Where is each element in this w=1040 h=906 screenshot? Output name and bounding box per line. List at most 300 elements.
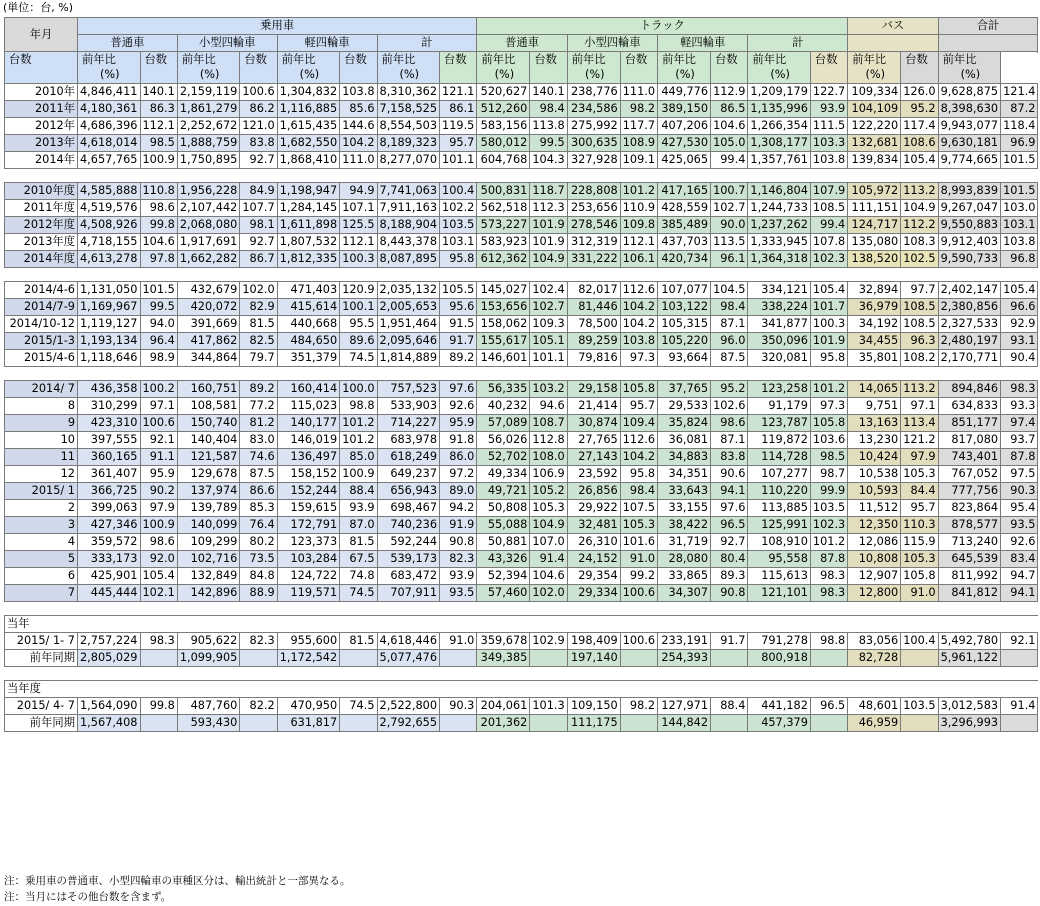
table-row	[5, 568, 1038, 585]
ratio-cell: 94.0	[140, 316, 177, 333]
ratio-cell: 96.0	[711, 333, 748, 350]
section-gap	[5, 169, 1038, 183]
ratio-cell: 90.0	[711, 217, 748, 234]
units-cell: 2,035,132	[377, 282, 440, 299]
units-cell: 1,814,889	[377, 350, 440, 367]
units-cell: 1,308,177	[748, 135, 811, 152]
units-cell: 29,533	[658, 398, 711, 415]
units-cell: 33,155	[658, 500, 711, 517]
units-cell: 108,581	[177, 398, 240, 415]
ratio-cell: 113.2	[901, 183, 938, 200]
ratio-cell: 108.3	[901, 234, 938, 251]
ratio-cell: 74.5	[340, 585, 377, 602]
units-cell: 743,401	[938, 449, 1001, 466]
ratio-cell: 99.9	[810, 483, 847, 500]
ratio-cell: 81.2	[240, 415, 277, 432]
units-cell: 612,362	[477, 251, 530, 268]
ratio-cell: 101.7	[810, 299, 847, 316]
ratio-cell: 87.1	[711, 432, 748, 449]
ratio-cell: 109.1	[620, 152, 657, 169]
ratio-cell: 98.1	[240, 217, 277, 234]
units-cell: 445,444	[78, 585, 141, 602]
ratio-header-line2: (%)	[99, 68, 120, 81]
ratio-header-line1: 前年比	[662, 53, 696, 66]
units-cell: 1,116,885	[277, 101, 340, 118]
ratio-cell: 105.4	[810, 282, 847, 299]
ratio-cell: 120.9	[340, 282, 377, 299]
ratio-cell: 102.3	[810, 251, 847, 268]
units-cell: 27,765	[567, 432, 620, 449]
units-cell: 24,152	[567, 551, 620, 568]
units-cell: 2,159,119	[177, 84, 240, 101]
units-cell: 740,236	[377, 517, 440, 534]
ratio-cell: 92.6	[440, 398, 477, 415]
units-cell: 512,260	[477, 101, 530, 118]
units-cell: 31,719	[658, 534, 711, 551]
units-cell: 391,669	[177, 316, 240, 333]
units-cell: 1,333,945	[748, 234, 811, 251]
units-cell: 427,530	[658, 135, 711, 152]
units-cell: 146,601	[477, 350, 530, 367]
ratio-cell: 112.1	[340, 234, 377, 251]
units-cell: 500,831	[477, 183, 530, 200]
units-cell: 432,679	[177, 282, 240, 299]
units-cell: 399,063	[78, 500, 141, 517]
ratio-cell: 103.5	[440, 217, 477, 234]
ratio-cell: 101.9	[530, 234, 567, 251]
ratio-cell: 102.5	[901, 251, 938, 268]
ratio-cell: 104.3	[530, 152, 567, 169]
table-row	[5, 251, 1038, 268]
units-cell: 28,080	[658, 551, 711, 568]
units-cell: 2,480,197	[938, 333, 1001, 350]
ratio-cell: 94.9	[340, 183, 377, 200]
ratio-cell: 87.1	[711, 316, 748, 333]
units-cell: 115,023	[277, 398, 340, 415]
ratio-cell: 89.0	[440, 483, 477, 500]
ratio-cell: 102.2	[440, 200, 477, 217]
ratio-cell: 140.1	[530, 84, 567, 101]
ratio-cell: 97.9	[901, 449, 938, 466]
ratio-cell: 101.2	[620, 183, 657, 200]
table-container	[4, 17, 1038, 732]
ratio-cell: 98.6	[140, 534, 177, 551]
units-cell: 4,686,396	[78, 118, 141, 135]
units-cell: 33,865	[658, 568, 711, 585]
ratio-cell: 117.7	[620, 118, 657, 135]
units-cell: 8,189,323	[377, 135, 440, 152]
ratio-cell: 112.1	[140, 118, 177, 135]
ratio-cell: 104.5	[711, 282, 748, 299]
ratio-cell: 104.2	[340, 135, 377, 152]
table-row	[5, 500, 1038, 517]
ratio-cell	[810, 715, 847, 732]
row-label: 5	[5, 551, 78, 568]
table-row	[5, 200, 1038, 217]
ratio-cell: 95.8	[440, 251, 477, 268]
ratio-cell: 103.3	[810, 135, 847, 152]
year-month-header: 年月	[5, 18, 78, 52]
units-cell: 38,422	[658, 517, 711, 534]
ratio-cell: 84.4	[901, 483, 938, 500]
units-cell: 683,472	[377, 568, 440, 585]
ratio-cell: 88.9	[240, 585, 277, 602]
units-cell: 2,170,771	[938, 350, 1001, 367]
row-label: 3	[5, 517, 78, 534]
ratio-cell: 84.9	[240, 183, 277, 200]
units-cell: 1,951,464	[377, 316, 440, 333]
table-row	[5, 299, 1038, 316]
ratio-cell: 126.0	[901, 84, 938, 101]
row-label: 12	[5, 466, 78, 483]
units-cell: 55,088	[477, 517, 530, 534]
ratio-cell: 95.8	[620, 466, 657, 483]
ratio-header-line1: 前年比	[181, 53, 216, 66]
ratio-cell: 91.4	[1001, 698, 1038, 715]
ratio-cell: 97.4	[1001, 415, 1038, 432]
units-cell: 48,601	[848, 698, 901, 715]
units-cell: 1,750,895	[177, 152, 240, 169]
units-cell: 2,402,147	[938, 282, 1001, 299]
units-cell: 50,881	[477, 534, 530, 551]
units-cell: 1,119,127	[78, 316, 141, 333]
ratio-cell: 105.3	[901, 466, 938, 483]
table-row	[5, 135, 1038, 152]
units-cell: 4,585,888	[78, 183, 141, 200]
ratio-cell: 100.3	[810, 316, 847, 333]
units-cell: 851,177	[938, 415, 1001, 432]
ratio-cell: 96.6	[1001, 299, 1038, 316]
ratio-header-line2: (%)	[675, 68, 695, 81]
ratio-cell	[340, 650, 377, 667]
ratio-cell: 99.8	[140, 217, 177, 234]
ratio-header-line1: 前年比	[481, 53, 516, 66]
units-cell: 204,061	[477, 698, 530, 715]
units-cell: 800,918	[748, 650, 811, 667]
ratio-cell: 103.8	[1001, 234, 1038, 251]
row-label: 2013年	[5, 135, 78, 152]
units-cell: 29,922	[567, 500, 620, 517]
ratio-cell: 100.6	[140, 415, 177, 432]
units-cell: 119,872	[748, 432, 811, 449]
ratio-cell: 89.2	[440, 350, 477, 367]
ratio-cell: 92.7	[240, 234, 277, 251]
units-cell: 351,379	[277, 350, 340, 367]
units-cell: 35,824	[658, 415, 711, 432]
ratio-cell: 109.3	[530, 316, 567, 333]
ratio-cell: 121.0	[240, 118, 277, 135]
ratio-cell: 105.8	[620, 381, 657, 398]
ratio-cell: 81.5	[240, 316, 277, 333]
units-cell: 333,173	[78, 551, 141, 568]
units-cell: 121,101	[748, 585, 811, 602]
units-cell: 9,628,875	[938, 84, 1001, 101]
ratio-header-line2: (%)	[199, 68, 220, 81]
units-cell: 8,993,839	[938, 183, 1001, 200]
ratio-cell: 95.2	[711, 381, 748, 398]
ratio-header-line2: (%)	[770, 68, 790, 81]
units-cell: 30,874	[567, 415, 620, 432]
ratio-cell: 94.6	[530, 398, 567, 415]
units-cell: 10,593	[848, 483, 901, 500]
ratio-cell: 103.6	[810, 432, 847, 449]
units-cell: 4,613,278	[78, 251, 141, 268]
units-cell: 714,227	[377, 415, 440, 432]
units-cell: 233,191	[658, 633, 711, 650]
units-cell: 777,756	[938, 483, 1001, 500]
ratio-cell: 79.7	[240, 350, 277, 367]
ratio-cell: 98.5	[810, 449, 847, 466]
ratio-cell: 102.6	[711, 398, 748, 415]
ratio-cell: 93.7	[1001, 432, 1038, 449]
units-cell: 618,249	[377, 449, 440, 466]
units-header: 台数	[140, 52, 177, 84]
units-cell: 138,520	[848, 251, 901, 268]
units-cell: 1,118,646	[78, 350, 141, 367]
units-cell: 334,121	[748, 282, 811, 299]
table-row	[5, 449, 1038, 466]
units-cell: 1,304,832	[277, 84, 340, 101]
units-cell: 9,590,733	[938, 251, 1001, 268]
ratio-cell: 88.4	[340, 483, 377, 500]
ratio-cell: 90.4	[1001, 350, 1038, 367]
units-cell: 359,572	[78, 534, 141, 551]
ratio-cell: 86.5	[711, 101, 748, 118]
units-header: 台数	[810, 52, 847, 84]
ratio-cell: 105.3	[901, 551, 938, 568]
units-cell: 144,842	[658, 715, 711, 732]
ratio-cell: 91.0	[901, 585, 938, 602]
units-cell: 29,334	[567, 585, 620, 602]
units-cell: 34,455	[848, 333, 901, 350]
units-cell: 8,087,895	[377, 251, 440, 268]
ratio-cell: 98.4	[530, 101, 567, 118]
units-cell: 817,080	[938, 432, 1001, 449]
ratio-cell: 107.1	[340, 200, 377, 217]
ratio-cell: 101.2	[340, 432, 377, 449]
units-cell: 34,351	[658, 466, 711, 483]
ratio-cell: 109.4	[620, 415, 657, 432]
ratio-cell: 105.0	[711, 135, 748, 152]
units-cell: 2,380,856	[938, 299, 1001, 316]
table-row	[5, 234, 1038, 251]
table-row	[5, 432, 1038, 449]
ratio-cell	[240, 650, 277, 667]
table-row	[5, 466, 1038, 483]
units-cell: 123,787	[748, 415, 811, 432]
units-cell: 129,678	[177, 466, 240, 483]
ratio-cell: 105.4	[901, 152, 938, 169]
units-cell: 8,188,904	[377, 217, 440, 234]
passenger-header: 乗用車	[78, 18, 477, 35]
row-label: 10	[5, 432, 78, 449]
units-cell: 3,296,993	[938, 715, 1001, 732]
ratio-cell: 103.8	[620, 333, 657, 350]
units-cell: 1,956,228	[177, 183, 240, 200]
units-cell: 32,481	[567, 517, 620, 534]
ratio-cell: 97.7	[901, 282, 938, 299]
ratio-cell: 81.5	[340, 534, 377, 551]
ratio-cell: 92.9	[1001, 316, 1038, 333]
units-header: 台数	[711, 52, 748, 84]
ratio-cell: 144.6	[340, 118, 377, 135]
ratio-cell: 105.3	[620, 517, 657, 534]
ratio-cell: 103.8	[810, 152, 847, 169]
passenger-small-header: 小型四輪車	[177, 35, 277, 52]
ratio-cell: 95.5	[340, 316, 377, 333]
units-cell: 9,943,077	[938, 118, 1001, 135]
units-cell: 440,668	[277, 316, 340, 333]
units-cell: 8,398,630	[938, 101, 1001, 118]
ratio-cell: 98.3	[1001, 381, 1038, 398]
row-label: 9	[5, 415, 78, 432]
ratio-cell: 98.2	[620, 698, 657, 715]
ratio-cell: 101.1	[530, 350, 567, 367]
ratio-cell: 95.2	[901, 101, 938, 118]
ratio-cell: 91.8	[440, 432, 477, 449]
ratio-cell	[901, 650, 938, 667]
units-cell: 520,627	[477, 84, 530, 101]
ratio-cell: 118.4	[1001, 118, 1038, 135]
units-cell: 29,354	[567, 568, 620, 585]
ratio-cell: 95.6	[440, 299, 477, 316]
ratio-cell: 105.8	[901, 568, 938, 585]
units-cell: 91,179	[748, 398, 811, 415]
units-cell: 593,430	[177, 715, 240, 732]
row-label: 2011年度	[5, 200, 78, 217]
units-cell: 95,558	[748, 551, 811, 568]
units-cell: 140,177	[277, 415, 340, 432]
row-label: 前年同期	[5, 715, 78, 732]
units-cell: 2,068,080	[177, 217, 240, 234]
units-cell: 160,751	[177, 381, 240, 398]
row-label: 2015/ 1- 7	[5, 633, 78, 650]
row-label: 11	[5, 449, 78, 466]
units-cell: 427,346	[78, 517, 141, 534]
units-cell: 1,564,090	[78, 698, 141, 715]
units-cell: 13,230	[848, 432, 901, 449]
ratio-cell: 85.3	[240, 500, 277, 517]
units-cell: 1,198,947	[277, 183, 340, 200]
units-cell: 110,220	[748, 483, 811, 500]
units-cell: 341,877	[748, 316, 811, 333]
units-cell: 198,409	[567, 633, 620, 650]
ratio-cell: 98.9	[140, 350, 177, 367]
ratio-cell: 87.5	[711, 350, 748, 367]
units-cell: 197,140	[567, 650, 620, 667]
units-cell: 57,460	[477, 585, 530, 602]
units-cell: 105,315	[658, 316, 711, 333]
ratio-cell: 102.3	[810, 517, 847, 534]
row-label: 6	[5, 568, 78, 585]
ratio-cell: 91.0	[440, 633, 477, 650]
ratio-cell: 113.4	[901, 415, 938, 432]
units-cell: 49,721	[477, 483, 530, 500]
table-row	[5, 415, 1038, 432]
ratio-cell: 94.1	[711, 483, 748, 500]
ratio-cell: 90.6	[711, 466, 748, 483]
ratio-cell: 112.1	[620, 234, 657, 251]
units-cell: 121,587	[177, 449, 240, 466]
table-row	[5, 282, 1038, 299]
ratio-cell: 85.6	[340, 101, 377, 118]
ratio-cell: 96.5	[711, 517, 748, 534]
units-cell: 2,792,655	[377, 715, 440, 732]
units-cell: 12,800	[848, 585, 901, 602]
ratio-cell: 111.0	[340, 152, 377, 169]
ratio-cell	[140, 650, 177, 667]
units-cell: 4,618,014	[78, 135, 141, 152]
units-cell: 115,613	[748, 568, 811, 585]
units-header: 台数	[620, 52, 657, 84]
units-cell: 1,861,279	[177, 101, 240, 118]
units-cell: 562,518	[477, 200, 530, 217]
table-row	[5, 398, 1038, 415]
ratio-cell: 108.0	[530, 449, 567, 466]
table-row	[5, 118, 1038, 135]
ratio-cell: 86.0	[440, 449, 477, 466]
units-cell: 573,227	[477, 217, 530, 234]
units-cell: 10,808	[848, 551, 901, 568]
units-cell: 1,662,282	[177, 251, 240, 268]
units-cell: 359,678	[477, 633, 530, 650]
units-cell: 109,150	[567, 698, 620, 715]
units-cell: 2,005,653	[377, 299, 440, 316]
ratio-cell: 98.4	[620, 483, 657, 500]
units-cell: 1,169,967	[78, 299, 141, 316]
units-cell: 2,252,672	[177, 118, 240, 135]
notes	[4, 873, 351, 905]
ratio-cell: 96.9	[1001, 135, 1038, 152]
ratio-cell: 99.4	[810, 217, 847, 234]
ratio-cell: 93.5	[1001, 517, 1038, 534]
ratio-cell: 103.8	[340, 84, 377, 101]
ratio-cell: 100.3	[340, 251, 377, 268]
ratio-cell	[620, 715, 657, 732]
ratio-cell: 98.6	[140, 200, 177, 217]
units-cell: 310,299	[78, 398, 141, 415]
units-cell: 145,027	[477, 282, 530, 299]
units-cell: 123,373	[277, 534, 340, 551]
units-cell: 13,163	[848, 415, 901, 432]
ratio-cell: 100.6	[620, 585, 657, 602]
units-cell: 9,630,181	[938, 135, 1001, 152]
ratio-cell: 87.8	[1001, 449, 1038, 466]
ratio-cell: 110.9	[620, 200, 657, 217]
ratio-cell: 102.0	[530, 585, 567, 602]
ratio-cell: 92.6	[1001, 534, 1038, 551]
units-cell: 111,151	[848, 200, 901, 217]
units-cell: 2,522,800	[377, 698, 440, 715]
units-cell: 1,615,435	[277, 118, 340, 135]
units-cell: 7,741,063	[377, 183, 440, 200]
units-cell: 841,812	[938, 585, 1001, 602]
row-label: 2012年度	[5, 217, 78, 234]
units-cell: 172,791	[277, 517, 340, 534]
row-label: 2010年	[5, 84, 78, 101]
ratio-header-line1: 前年比	[752, 53, 787, 66]
units-cell: 125,991	[748, 517, 811, 534]
ratio-cell: 98.8	[340, 398, 377, 415]
units-cell: 1,146,804	[748, 183, 811, 200]
units-cell: 8,443,378	[377, 234, 440, 251]
ratio-cell: 92.1	[140, 432, 177, 449]
units-cell: 136,497	[277, 449, 340, 466]
ratio-cell: 101.1	[440, 152, 477, 169]
ratio-cell: 121.1	[440, 84, 477, 101]
ratio-cell: 98.4	[711, 299, 748, 316]
ratio-cell: 103.1	[1001, 217, 1038, 234]
